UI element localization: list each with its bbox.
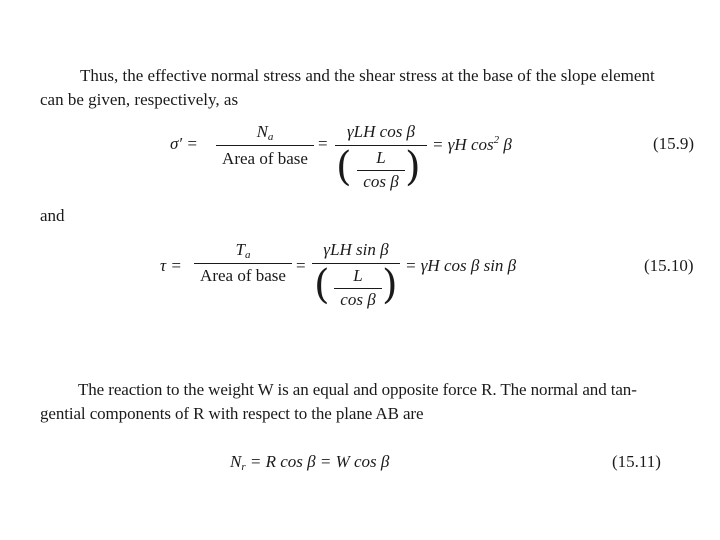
eq-15-10-frac1-numerator: $T_a$ — [235, 240, 251, 261]
intro-line-2: can be given, respectively, as — [40, 90, 239, 109]
intro-line-1: Thus, the effective normal stress and the shear stress at the base of the slope element — [80, 66, 655, 85]
eq-15-10-right-paren: ) — [382, 262, 398, 308]
eq-15-10-left-paren: ( — [314, 262, 330, 308]
eq-15-10-lhs: τ = — [160, 256, 182, 275]
eq-15-10-number: (15.10) — [644, 256, 694, 275]
reaction-line-2: gential components of R with respect to the plane AB are — [40, 404, 424, 423]
eq-15-9-lhs: σ′ = — [170, 134, 198, 153]
eq-15-10-inner-numerator: L — [353, 266, 363, 285]
eq-15-9-frac1-numerator: $N_a$ — [256, 122, 274, 143]
and-text: and — [40, 206, 65, 225]
eq-15-9-inner-denominator: cos β — [363, 172, 399, 191]
reaction-line-1: The reaction to the weight W is an equal and opposite force R. The normal and tan- — [78, 380, 637, 399]
eq-15-9-number: (15.9) — [653, 134, 695, 153]
eq-15-11-body: $N_r = R$ cos β = W cos β — [230, 452, 390, 473]
eq-15-10-inner-denominator: cos β — [340, 290, 376, 309]
eq-15-11-number: (15.11) — [612, 452, 661, 471]
eq-15-10-equals: = — [296, 256, 306, 275]
eq-15-10-frac2-numerator: γLH sin β — [323, 240, 389, 259]
eq-15-10-frac1-denominator: Area of base — [200, 266, 286, 285]
eq-15-10-rhs: = γH cos β sin β — [405, 256, 517, 275]
eq-15-9-frac2-numerator: γLH cos β — [346, 122, 416, 141]
eq-15-9-inner-numerator: L — [376, 148, 386, 167]
eq-15-9-frac1-denominator: Area of base — [222, 149, 308, 168]
eq-15-9-equals: = — [318, 134, 328, 153]
eq-15-9-left-paren: ( — [336, 144, 352, 190]
eq-15-9-right-paren: ) — [405, 144, 421, 190]
eq-15-9-rhs: = γH $\cos^2 \beta$ — [432, 134, 512, 154]
